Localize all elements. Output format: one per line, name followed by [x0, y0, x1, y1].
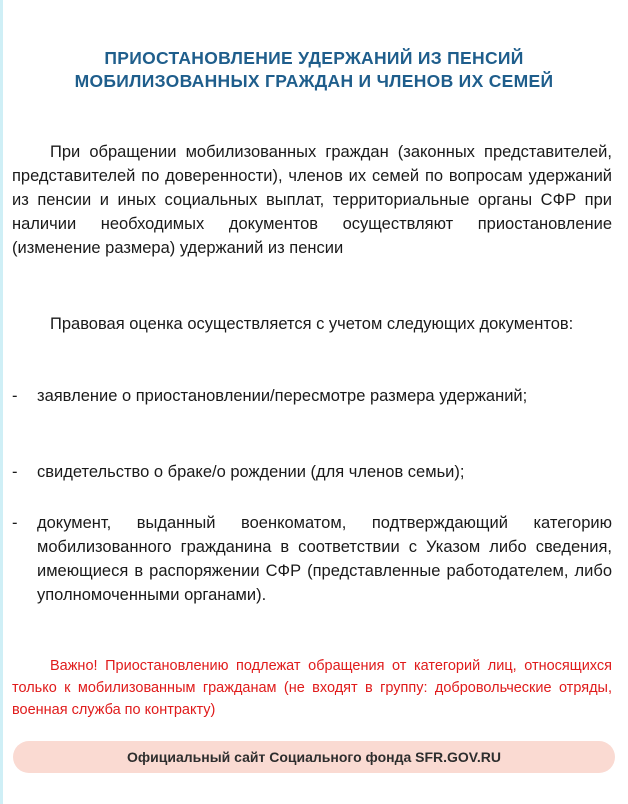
left-edge-decoration [0, 0, 3, 804]
list-item [12, 384, 612, 408]
document-list-1 [12, 384, 612, 408]
title-line-2: МОБИЛИЗОВАННЫХ ГРАЖДАН И ЧЛЕНОВ ИХ СЕМЕЙ [74, 71, 554, 91]
important-warning: Важно! Приостановлению подлежат обращения от категорий лиц, относящихся только к мобилизованным гражданам (не входят в группу: добровольческие отряды, военная служба по контракту) [12, 658, 612, 718]
official-site-footer: Официальный сайт Социального фонда SFR.GOV.RU [13, 741, 615, 773]
list-item [12, 460, 612, 484]
document-list-2 [12, 460, 612, 484]
legal-assessment-paragraph: Правовая оценка осуществляется с учетом следующих документов: [50, 315, 574, 333]
list-item [12, 511, 612, 607]
list-dash: - [12, 387, 18, 405]
list-item-text: документ, выданный военкоматом, подтверждающий категорию мобилизованного гражданина в соответствии с Указом либо сведения, имеющиеся в распоряжении СФР (представленные работодателем, либо уполномоченными органами). [37, 514, 612, 604]
title-line-1: ПРИОСТАНОВЛЕНИЕ УДЕРЖАНИЙ ИЗ ПЕНСИЙ [104, 48, 524, 68]
intro-paragraph: При обращении мобилизованных граждан (законных представителей, представителей по доверенности), членов их семей по вопросам удержаний из пенсии и иных социальных выплат, территориальные органы СФР при наличии необходимых документов осуществляют приостановление (изменение размера) удержаний из пенсии [12, 143, 612, 257]
list-dash: - [12, 514, 18, 532]
page-title [16, 47, 612, 93]
list-dash: - [12, 463, 18, 481]
list-item-text: заявление о приостановлении/пересмотре размера удержаний; [37, 387, 528, 405]
document-list-3 [12, 511, 612, 607]
list-item-text: свидетельство о браке/о рождении (для членов семьи); [37, 463, 465, 481]
